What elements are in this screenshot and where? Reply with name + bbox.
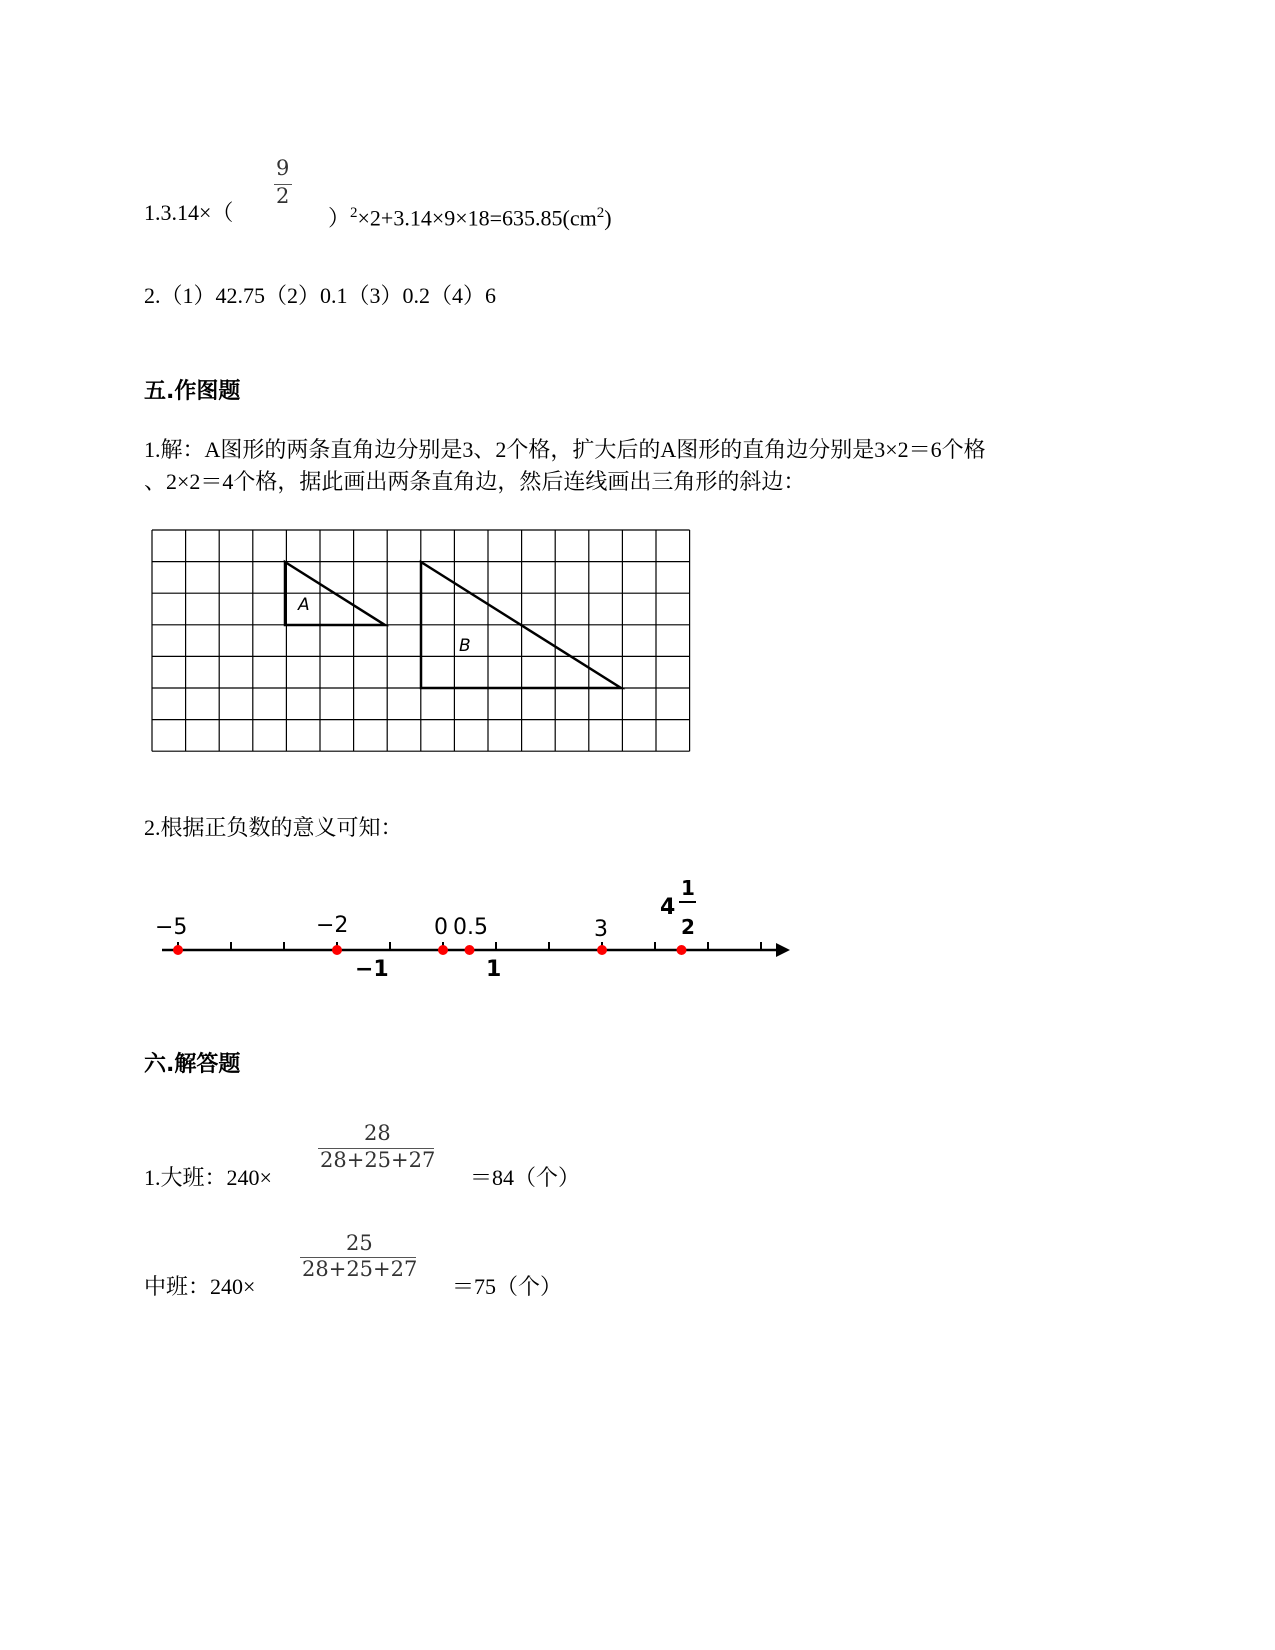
- answer-line-1: [144, 200, 233, 226]
- number-line-point: [173, 945, 183, 955]
- fraction-numerator: 9: [276, 156, 290, 180]
- number-line-point: [332, 945, 342, 955]
- label-three: 3: [594, 917, 608, 942]
- section6-q1-prefix: 1.大班：240×: [144, 1165, 272, 1190]
- label-mixed-whole: 4: [660, 895, 676, 920]
- label-mixed-numerator: 1: [681, 876, 695, 900]
- label-minus-5: −5: [155, 915, 188, 940]
- number-line-point: [438, 945, 448, 955]
- label-half: 0.5: [453, 915, 488, 940]
- section6-q2-result: ＝75（个）: [452, 1274, 563, 1299]
- section-heading-6: 六.解答题: [144, 1052, 241, 1077]
- section6-q2-prefix: 中班：240×: [144, 1274, 256, 1299]
- answer-line-2: 2.（1）42.75（2）0.1（3）0.2（4）6: [144, 283, 497, 308]
- fraction-denominator: 28+25+27: [302, 1257, 418, 1281]
- answer-1-paren: ）: [328, 205, 351, 231]
- label-one: 1: [486, 957, 502, 982]
- section-heading-5: 五.作图题: [144, 379, 241, 404]
- fraction-denominator: 2: [276, 184, 290, 208]
- fraction-numerator: 28: [364, 1121, 391, 1145]
- label-mixed-denominator: 2: [681, 915, 695, 939]
- triangle-a-label: A: [298, 595, 310, 615]
- label-minus-1: −1: [355, 957, 389, 982]
- answer-1-unit-exponent: 2: [596, 205, 605, 221]
- answer-1-rest: ×2+3.14×9×18=635.85(cm: [357, 205, 597, 231]
- section5-q2-text: 2.根据正负数的意义可知：: [144, 815, 403, 840]
- number-line-point: [597, 945, 607, 955]
- number-line-point: [465, 945, 475, 955]
- arrow-head-icon: [776, 943, 790, 957]
- fraction-denominator: 28+25+27: [320, 1148, 436, 1172]
- answer-1-exponent: 2: [350, 205, 358, 221]
- answer-line-1-tail: [328, 200, 612, 231]
- triangle-b-label: B: [459, 636, 471, 656]
- number-line: [150, 870, 800, 990]
- fraction-numerator: 25: [346, 1231, 373, 1255]
- answer-1-close: ): [604, 205, 612, 231]
- number-line-point: [677, 945, 687, 955]
- section5-q1-line2: 、2×2＝4个格，据此画出两条直角边，然后连线画出三角形的斜边：: [144, 469, 806, 494]
- section6-q1-result: ＝84（个）: [470, 1165, 581, 1190]
- label-zero: 0: [434, 915, 448, 940]
- grid-figure: [148, 526, 693, 756]
- section5-q1-line1: 1.解：A图形的两条直角边分别是3、2个格，扩大后的A图形的直角边分别是3×2＝6个格: [144, 437, 986, 462]
- answer-1-prefix: 1.3.14×（: [144, 200, 234, 225]
- label-minus-2: −2: [316, 913, 349, 938]
